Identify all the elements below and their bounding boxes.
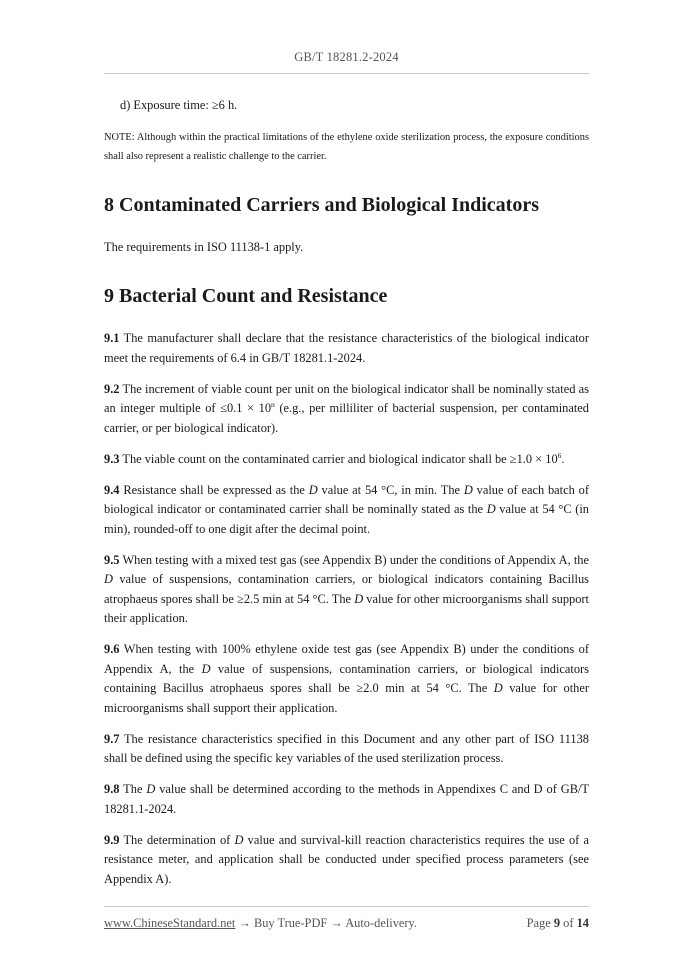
footer-divider <box>104 906 589 907</box>
of-label: of <box>563 916 574 930</box>
clause-number: 9.1 <box>104 331 120 345</box>
clause-text: Resistance shall be expressed as the <box>119 482 309 497</box>
exponent: 6 <box>557 450 562 460</box>
page-content <box>104 96 589 901</box>
footer-links <box>104 916 417 931</box>
clause-number: 9.5 <box>104 552 120 567</box>
clause-number: 9.2 <box>104 381 120 396</box>
exponent: n <box>271 399 275 409</box>
current-page: 9 <box>553 916 561 930</box>
section-8-heading: 8 Contaminated Carriers and Biological Indicators <box>104 193 539 216</box>
buy-pdf-text: Buy True-PDF <box>253 916 328 930</box>
clause-9-5 <box>104 551 589 629</box>
header-divider <box>104 73 589 74</box>
d-symbol: D <box>486 502 496 516</box>
arrow-icon: → <box>330 916 343 930</box>
section-9-heading: 9 Bacterial Count and Resistance <box>104 285 388 307</box>
clause-9-6 <box>104 640 589 718</box>
page-number <box>527 916 589 931</box>
clause-9-7 <box>104 730 589 769</box>
arrow-icon: → <box>238 916 251 930</box>
clause-9-3 <box>104 450 589 470</box>
clause-text: value for other microorganisms shall support their application. <box>104 681 589 715</box>
d-symbol: D <box>104 572 113 586</box>
clause-9-2 <box>104 380 589 439</box>
clause-text: When testing with 100% ethylene oxide test gas (see Appendix B) under the conditions of Appendix A, the <box>104 642 589 676</box>
d-symbol: D <box>234 832 244 847</box>
clause-text: The resistance characteristics specified in this Document and any other part of ISO 11138 shall be defined using the specific key variables of the used sterilization process. <box>104 731 589 765</box>
clause-text: (e.g., per milliliter of bacterial suspension, per contaminated carrier, or per biological indicator). <box>104 401 589 435</box>
clause-text: value at 54 °C, in min. The <box>317 482 464 497</box>
clause-text: value for other microorganisms shall support their application. <box>104 591 589 625</box>
clause-number: 9.7 <box>104 731 120 746</box>
d-symbol: D <box>354 591 364 606</box>
clause-text: value of each batch of biological indicator or contaminated carrier shall be nominally stated as the <box>104 482 589 516</box>
clause-text: . <box>561 451 565 466</box>
site-link[interactable]: www.ChineseStandard.net <box>104 916 236 930</box>
section-8-body: The requirements in ISO 11138-1 apply. <box>104 239 304 254</box>
clause-text: value and survival-kill reaction characteristics requires the use of a resistance meter, and application shall be conducted under specified process parameters (see Appendix A). <box>104 832 589 886</box>
note-paragraph: NOTE: Although within the practical limitations of the ethylene oxide sterilization process, the exposure conditions shall also represent a realistic challenge to the carrier. <box>104 131 589 162</box>
clause-text: The increment of viable count per unit on the biological indicator shall be nominally stated as an integer multiple of ≤0.1 × 10 <box>104 381 589 415</box>
clause-number: 9.3 <box>104 451 120 466</box>
clause-9-8 <box>104 780 589 819</box>
d-symbol: D <box>493 681 503 695</box>
clause-number: 9.4 <box>104 482 120 497</box>
d-symbol: D <box>201 661 211 676</box>
clause-text: The viable count on the contaminated carrier and biological indicator shall be ≥1.0 × 10 <box>119 451 558 466</box>
total-pages: 14 <box>576 916 589 930</box>
clause-9-9 <box>104 831 589 890</box>
clause-text: value at 54 °C (in min), rounded-off to one digit after the decimal point. <box>104 502 589 536</box>
clause-text: value of suspensions, contamination carriers, or biological indicators containing Bacillus atrophaeus spores shall be ≥2.5 min at 54 °C. The <box>104 572 589 606</box>
clause-text: When testing with a mixed test gas (see Appendix B) under the conditions of Appendix A, the <box>119 552 589 567</box>
clause-text: value shall be determined according to the methods in Appendixes C and D of GB/T 18281.1-2024. <box>104 782 589 816</box>
d-symbol: D <box>463 482 473 497</box>
clause-number: 9.6 <box>104 642 120 656</box>
d-symbol: D <box>146 782 156 796</box>
auto-delivery-text: Auto-delivery. <box>345 916 418 930</box>
clause-text: The determination of <box>119 832 235 847</box>
running-header: GB/T 18281.2-2024 <box>294 50 399 64</box>
clause-9-4 <box>104 481 589 540</box>
clause-text: The manufacturer shall declare that the resistance characteristics of the biological indicator meet the requirements of 6.4 in GB/T 18281.1-2024. <box>104 331 589 365</box>
page-label: Page <box>526 916 551 930</box>
clause-text: The <box>119 782 147 796</box>
d-symbol: D <box>308 482 318 497</box>
clause-number: 9.9 <box>104 832 120 847</box>
clause-number: 9.8 <box>104 782 120 796</box>
clause-text: value of suspensions, contamination carriers, or biological indicators containing Bacillus atrophaeus spores shall be ≥2.0 min at 54 °C. The <box>104 661 589 695</box>
list-item-exposure-time: d) Exposure time: ≥6 h. <box>120 98 238 112</box>
clause-9-1 <box>104 329 589 368</box>
